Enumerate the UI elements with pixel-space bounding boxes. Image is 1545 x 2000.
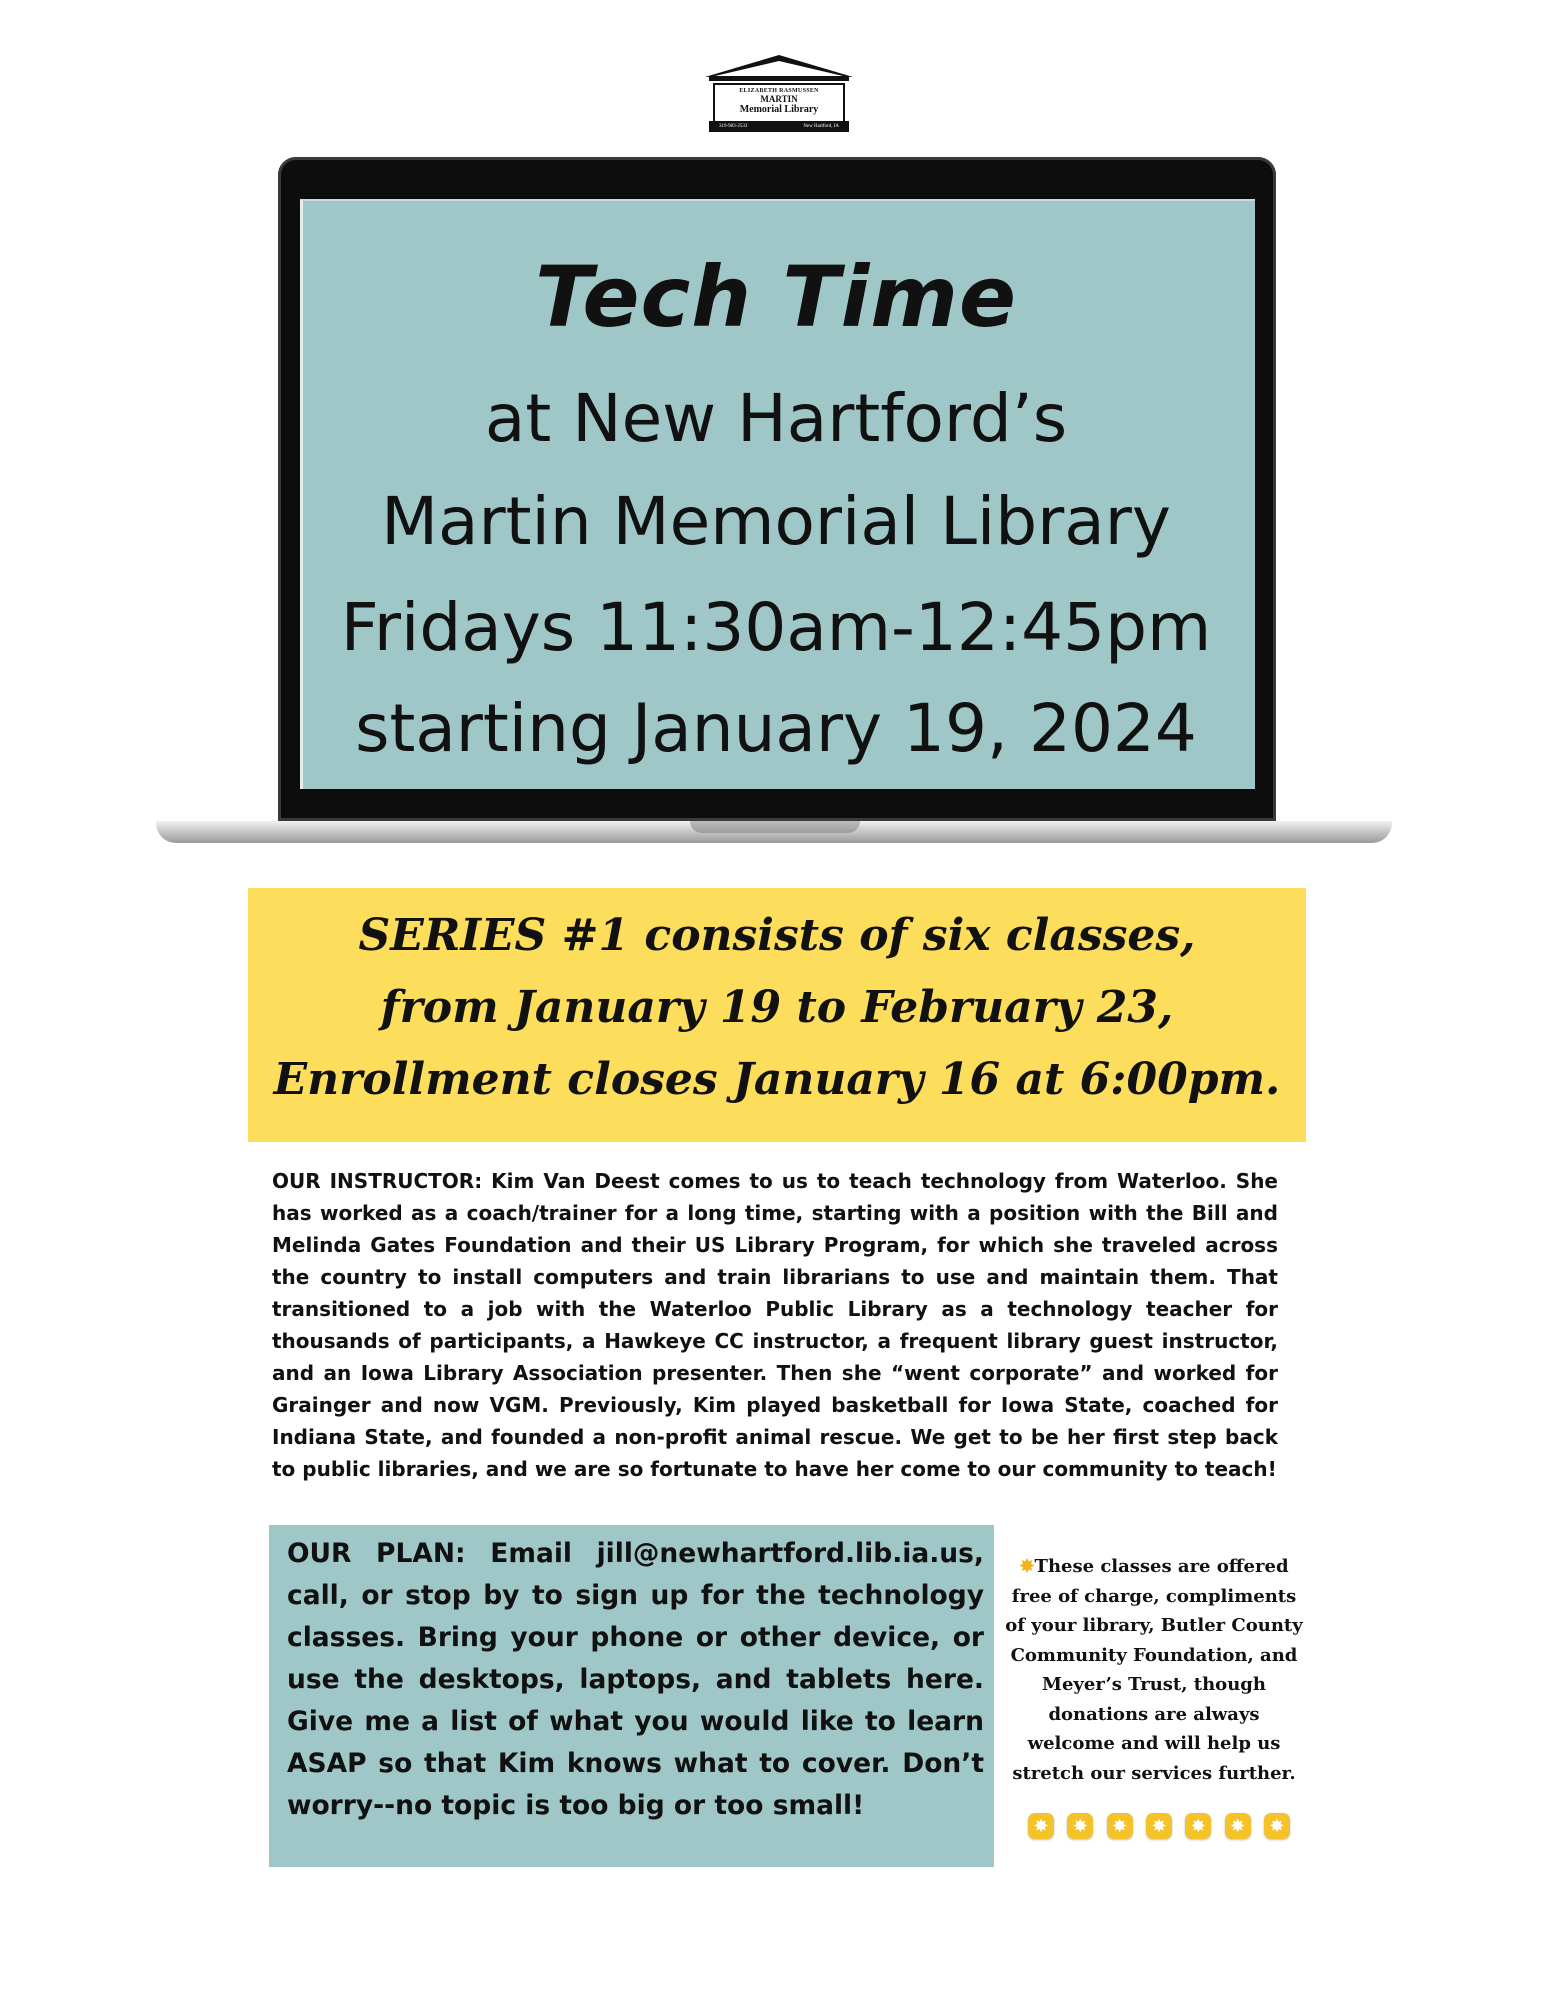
logo-location: New Hartford, IA <box>803 124 839 129</box>
star-icon: ✸ <box>1067 1813 1093 1839</box>
logo-base <box>709 121 849 132</box>
sponsor-note <box>1004 1552 1304 1788</box>
laptop-notch <box>690 821 860 833</box>
star-icon: ✸ <box>1185 1813 1211 1839</box>
logo-line2: MARTIN <box>760 94 798 104</box>
series-line-1: SERIES #1 consists of six classes, <box>358 910 1196 961</box>
page-title: Tech Time <box>535 248 1017 346</box>
plan-box <box>269 1525 994 1867</box>
star-icon: ✸ <box>1225 1813 1251 1839</box>
screen-start-date-line: starting January 19, 2024 <box>355 690 1197 767</box>
star-row <box>1028 1813 1290 1839</box>
screen-location-line: at New Hartford’s <box>484 380 1068 457</box>
library-logo <box>705 55 853 133</box>
star-icon: ✸ <box>1107 1813 1133 1839</box>
plan-paragraph: OUR PLAN: Email jill@newhartford.lib.ia.us, call, or stop by to sign up for the technology classes. Bring your phone or other device, or use the desktops, laptops, and tablets here. Give me a list of what you would like to learn ASAP so that Kim knows what to cover. Don’t worry--no topic is too big or too small! <box>287 1538 984 1821</box>
star-icon: ✸ <box>1264 1813 1290 1839</box>
logo-nameplate <box>713 83 845 123</box>
star-icon: ✸ <box>1019 1556 1035 1577</box>
series-line-3: Enrollment closes January 16 at 6:00pm. <box>273 1054 1281 1105</box>
instructor-paragraph: OUR INSTRUCTOR: Kim Van Deest comes to us to teach technology from Waterloo. She has worked as a coach/trainer for a long time, starting with a position with the Bill and Melinda Gates Foundation and their US Library Program, for which she traveled across the country to install computers and train librarians to use and maintain them. That transitioned to a job with the Waterloo Public Library as a technology teacher for thousands of participants, a Hawkeye CC instructor, a frequent library guest instructor, and an Iowa Library Association presenter. Then she “went corporate” and worked for Grainger and now VGM. Previously, Kim played basketball for Iowa State, coached for Indiana State, and founded a non-profit animal rescue. We get to be her first step back to public libraries, and we are so fortunate to have her come to our community to teach! <box>272 1169 1278 1481</box>
series-banner <box>248 888 1306 1142</box>
star-icon: ✸ <box>1146 1813 1172 1839</box>
series-line-2: from January 19 to February 23, <box>380 982 1174 1033</box>
logo-phone: 319-983-2533 <box>719 124 748 129</box>
screen-schedule-line: Fridays 11:30am-12:45pm <box>340 589 1212 666</box>
sponsor-note-text: These classes are offered free of charge, compliments of your library, Butler County Community Foundation, and Meyer’s Trust, though donations are always welcome and will help us stretch our services further. <box>1005 1556 1303 1784</box>
logo-line1: ELIZABETH RASMUSSEN <box>739 88 819 94</box>
logo-line3: Memorial Library <box>739 104 819 115</box>
screen-library-line: Martin Memorial Library <box>381 483 1171 560</box>
star-icon: ✸ <box>1028 1813 1054 1839</box>
